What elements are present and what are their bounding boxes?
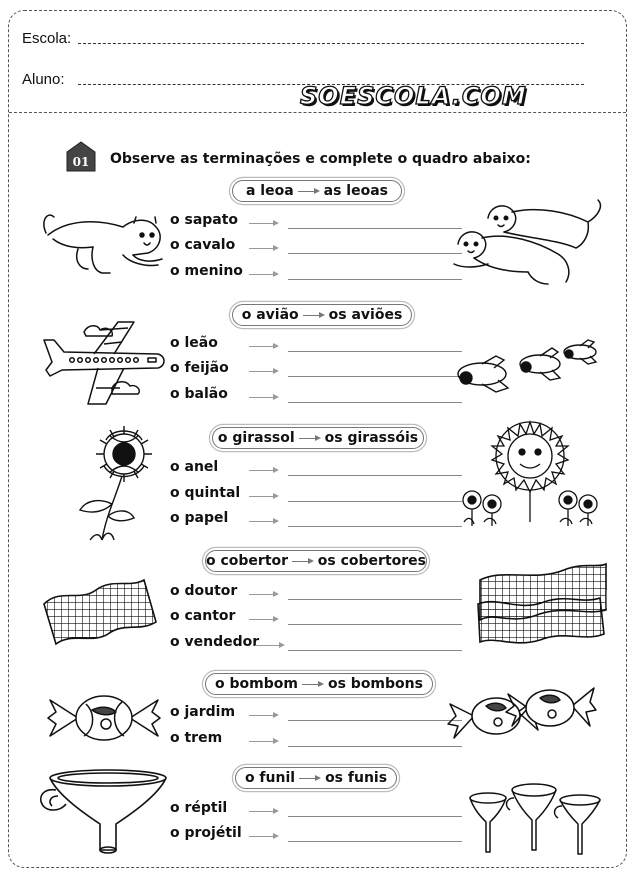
example-plural: os aviões [328, 307, 403, 323]
answer-line[interactable] [288, 841, 462, 842]
arrow-icon [249, 270, 279, 278]
funnel-icon [38, 766, 168, 858]
word-item: o cantor [170, 608, 236, 624]
word-item: o anel [170, 459, 219, 475]
arrow-icon [249, 466, 279, 474]
example-pill-5 [205, 673, 433, 695]
answer-line[interactable] [288, 279, 462, 280]
arrow-icon [249, 244, 279, 252]
exercise-number-badge [64, 140, 98, 172]
aluno-label: Aluno: [22, 71, 65, 88]
example-singular: o funil [244, 770, 296, 786]
lionesses-icon [448, 198, 608, 290]
example-plural: os bombons [327, 676, 423, 692]
arrow-icon [249, 807, 279, 815]
example-singular: o girassol [217, 430, 295, 446]
airplanes-icon [452, 338, 602, 394]
answer-line[interactable] [288, 402, 462, 403]
example-plural: os cobertores [317, 553, 426, 569]
blankets-icon [474, 560, 614, 644]
example-singular: o cobertor [206, 553, 289, 569]
arrow-icon [292, 556, 314, 566]
example-pill-3 [212, 427, 424, 449]
word-item: o menino [170, 263, 243, 279]
arrow-icon [249, 219, 279, 227]
arrow-icon [299, 433, 321, 443]
example-plural: as leoas [323, 183, 389, 199]
word-item: o cavalo [170, 237, 236, 253]
answer-line[interactable] [288, 816, 462, 817]
answer-line[interactable] [288, 746, 462, 747]
arrow-icon [298, 186, 320, 196]
answer-line[interactable] [288, 720, 462, 721]
answer-line[interactable] [288, 501, 462, 502]
arrow-icon [249, 737, 279, 745]
arrow-icon [255, 641, 285, 649]
lioness-icon [38, 205, 168, 280]
brand-logo: SOESCOLA.COM [300, 82, 527, 110]
example-plural: os funis [325, 770, 388, 786]
header-divider [9, 112, 626, 113]
answer-line[interactable] [288, 599, 462, 600]
word-item: o jardim [170, 704, 236, 720]
example-pill-1 [232, 180, 402, 202]
example-pill-6 [235, 767, 397, 789]
margin-mark [606, 590, 610, 608]
arrow-icon [249, 517, 279, 525]
word-item: o réptil [170, 800, 228, 816]
answer-line[interactable] [288, 376, 462, 377]
arrow-icon [249, 590, 279, 598]
funnels-icon [466, 782, 606, 860]
arrow-icon [249, 393, 279, 401]
arrow-icon [249, 711, 279, 719]
example-singular: o avião [241, 307, 299, 323]
example-plural: os girassóis [324, 430, 419, 446]
example-pill-4 [205, 550, 427, 572]
candies-icon [446, 676, 596, 754]
arrow-icon [249, 367, 279, 375]
sunflower-icon [72, 420, 158, 545]
word-item: o leão [170, 335, 218, 351]
answer-line[interactable] [288, 624, 462, 625]
word-item: o papel [170, 510, 229, 526]
word-item: o quintal [170, 485, 241, 501]
word-item: o sapato [170, 212, 239, 228]
word-item: o balão [170, 386, 228, 402]
arrow-icon [249, 342, 279, 350]
arrow-icon [249, 492, 279, 500]
answer-line[interactable] [288, 253, 462, 254]
arrow-icon [299, 773, 321, 783]
word-item: o vendedor [170, 634, 260, 650]
word-item: o feijão [170, 360, 229, 376]
airplane-icon [40, 318, 170, 408]
answer-line[interactable] [288, 351, 462, 352]
exercise-number: 01 [72, 155, 90, 169]
word-item: o projétil [170, 825, 242, 841]
answer-line[interactable] [288, 526, 462, 527]
arrow-icon [302, 679, 324, 689]
escola-field[interactable] [78, 43, 584, 44]
escola-label: Escola: [22, 30, 72, 47]
arrow-icon [303, 310, 325, 320]
arrow-icon [249, 615, 279, 623]
candy-icon [44, 690, 164, 746]
arrow-icon [249, 832, 279, 840]
answer-line[interactable] [288, 228, 462, 229]
example-pill-2 [232, 304, 412, 326]
example-singular: o bombom [215, 676, 298, 692]
sunflowers-icon [460, 418, 605, 530]
word-item: o trem [170, 730, 223, 746]
word-item: o doutor [170, 583, 238, 599]
answer-line[interactable] [288, 475, 462, 476]
example-singular: a leoa [245, 183, 294, 199]
answer-line[interactable] [288, 650, 462, 651]
instruction-text: Observe as terminações e complete o quadro abaixo: [110, 151, 531, 167]
blanket-icon [40, 574, 160, 646]
